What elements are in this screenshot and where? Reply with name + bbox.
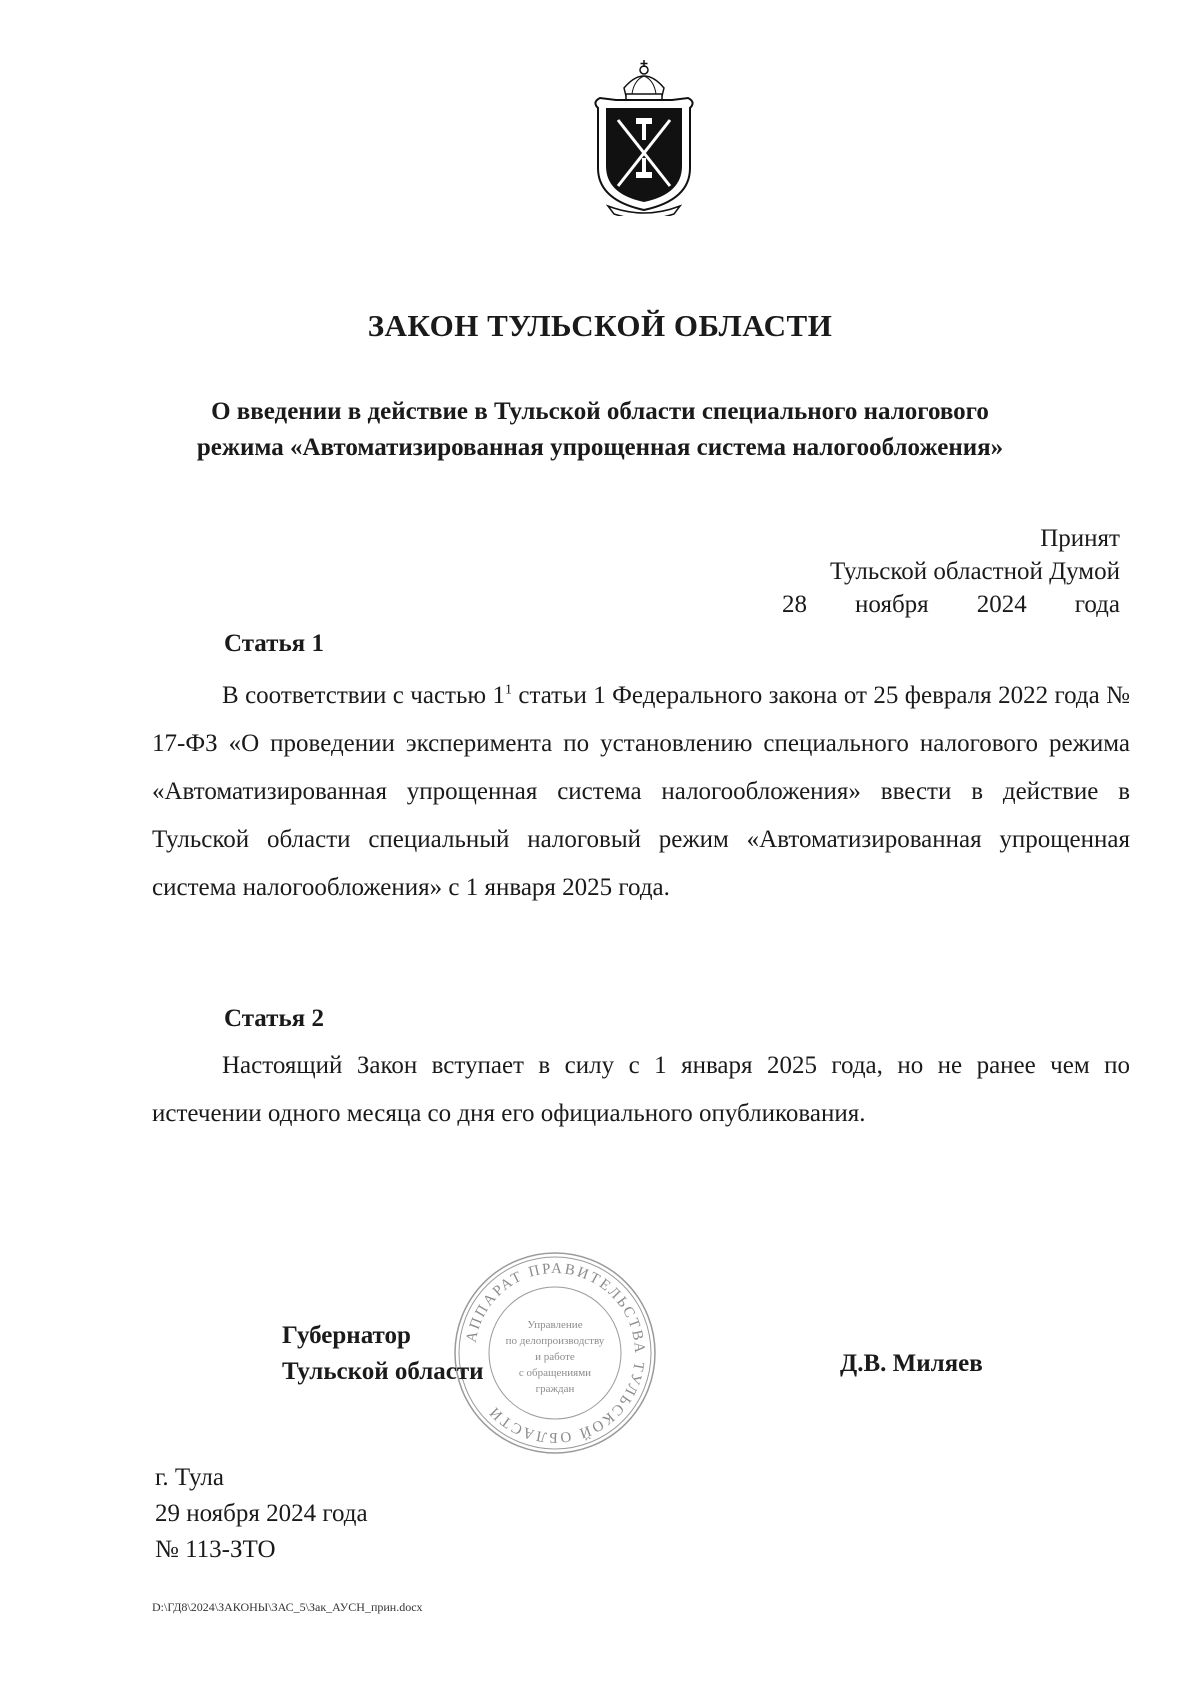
adopted-day: 28 (782, 591, 807, 618)
article-2-text: Настоящий Закон вступает в силу с 1 января 2025 года, но не ранее чем по истечении одного месяца со дня его официального опубликования. (152, 1052, 1130, 1127)
stamp-center-line-4: с обращениями (518, 1367, 592, 1379)
file-path-footer: D:\ГД8\2024\ЗАКОНЫ\ЗАС_5\Зак_АУСН_прин.docx (152, 1600, 423, 1614)
article-1-text (152, 672, 1130, 912)
article-1-text-start: В соответствии с частью 1 (222, 682, 505, 709)
adoption-block (720, 522, 1120, 621)
adopted-date (782, 588, 1120, 621)
stamp-center-line-2: по делопроизводству (505, 1335, 605, 1347)
adopted-line-1: Принят (1040, 525, 1120, 552)
issue-number: № 113-ЗТО (155, 1536, 276, 1563)
signatory-name: Д.В. Миляев (840, 1350, 983, 1377)
adopted-month: ноября (855, 591, 929, 618)
article-1-heading: Статья 1 (224, 630, 324, 657)
article-1-superscript: 1 (504, 682, 512, 698)
document-subtitle (130, 394, 1070, 466)
tula-coat-of-arms-icon (588, 58, 700, 216)
stamp-center-line-3: и работе (535, 1351, 575, 1363)
signatory-title-line-2: Тульской области (282, 1358, 484, 1385)
adopted-year: 2024 (976, 591, 1027, 618)
signatory-title (282, 1318, 484, 1390)
stamp-center-line-5: граждан (535, 1383, 575, 1395)
article-2-heading: Статья 2 (224, 1005, 324, 1032)
issue-date: 29 ноября 2024 года (155, 1500, 368, 1527)
stamp-ring-text: АППАРАТ ПРАВИТЕЛЬСТВА ТУЛЬСКОЙ ОБЛАСТИ (463, 1260, 648, 1446)
adopted-line-2: Тульской областной Думой (829, 558, 1120, 585)
issue-city: г. Тула (155, 1464, 224, 1491)
subtitle-line-2: режима «Автоматизированная упрощенная система налогообложения» (196, 434, 1004, 461)
adopted-year-word: года (1074, 591, 1120, 618)
signatory-title-line-1: Губернатор (282, 1322, 411, 1349)
subtitle-line-1: О введении в действие в Тульской области специального налогового (211, 398, 989, 425)
issue-details (155, 1460, 368, 1568)
article-1-text-rest: статьи 1 Федерального закона от 25 февраля 2022 года № 17-ФЗ «О проведении эксперимента по установлению специального налогового режима «Автоматизированная упрощенная система налогообложения» ввести в действие в Тульской области специальный налоговый режим «Автоматизированная упрощенная система налогообложения» с 1 января 2025 года. (152, 682, 1130, 901)
stamp-center-line-1: Управление (527, 1319, 583, 1331)
document-title: ЗАКОН ТУЛЬСКОЙ ОБЛАСТИ (367, 308, 833, 343)
